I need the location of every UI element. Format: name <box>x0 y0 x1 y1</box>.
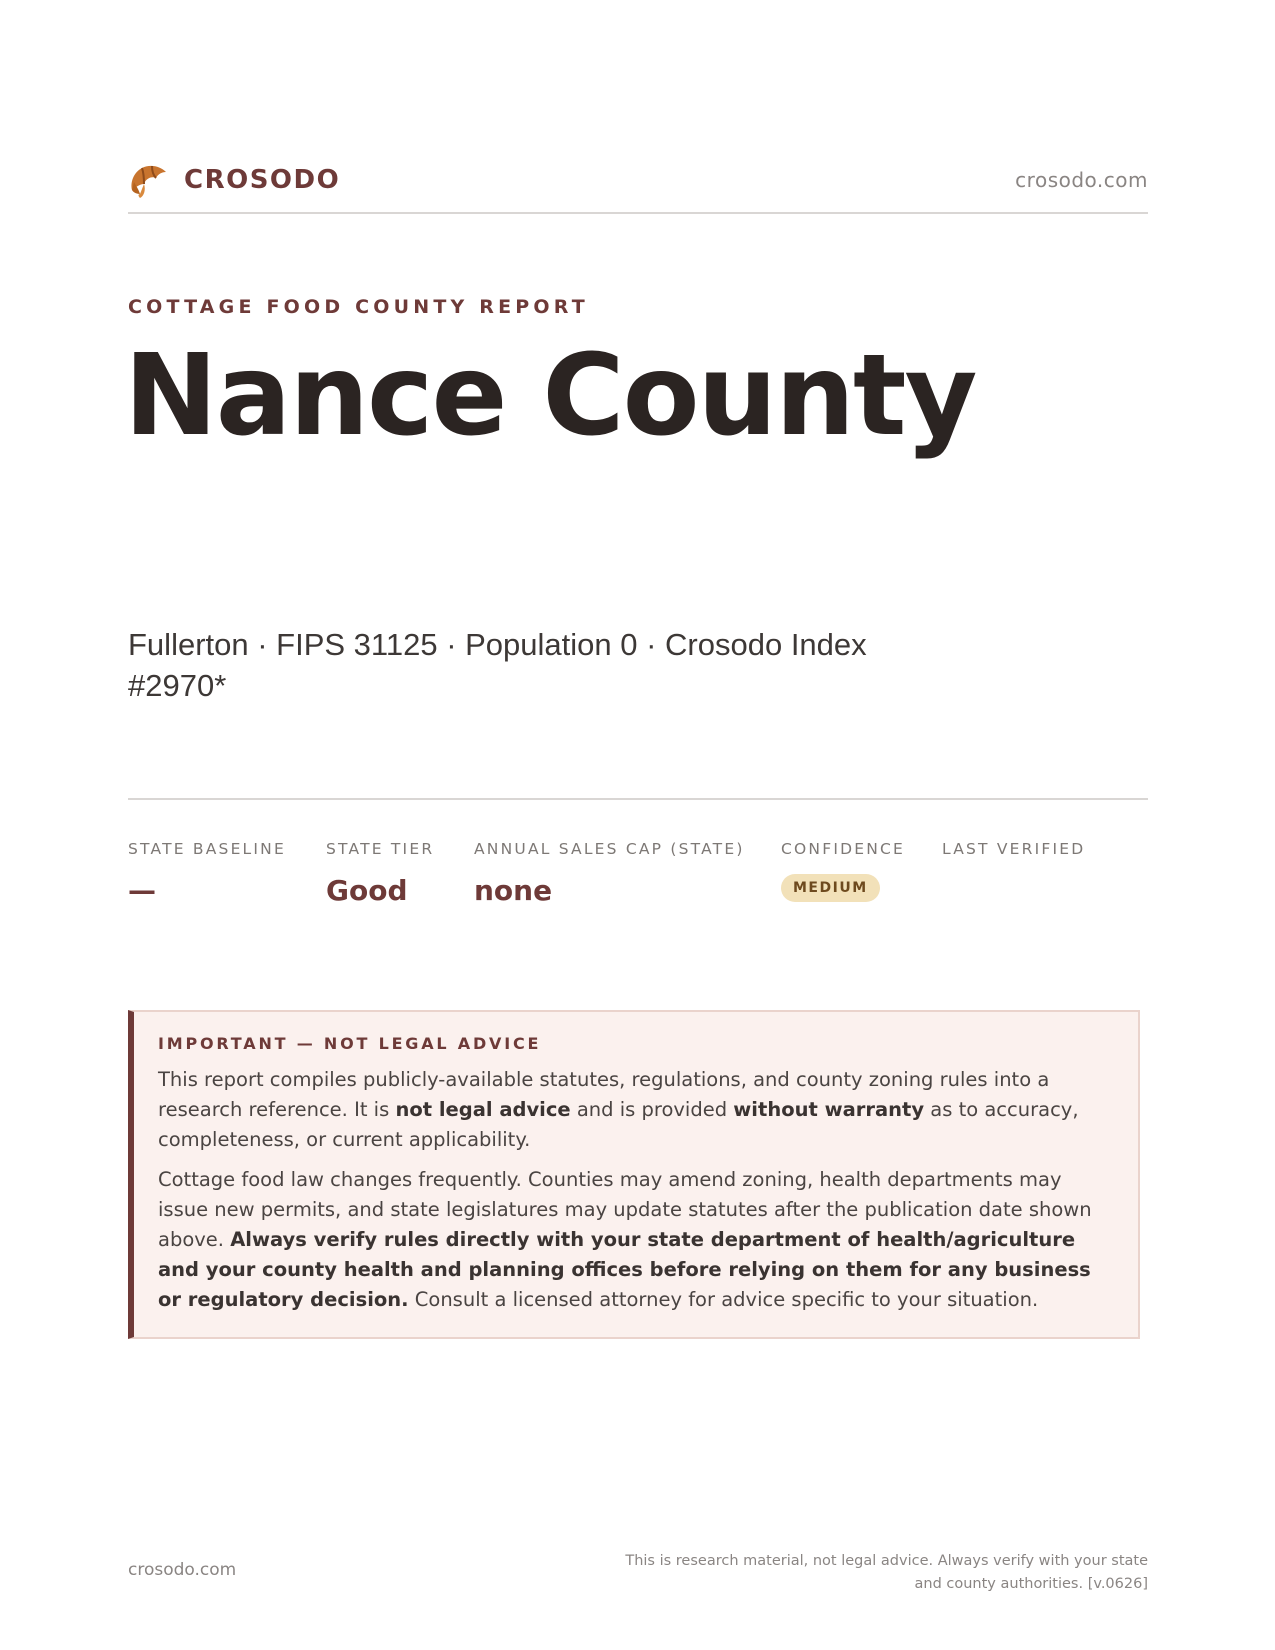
notice-title: IMPORTANT — NOT LEGAL ADVICE <box>158 1034 542 1053</box>
county-meta-line: Fullerton · FIPS 31125 · Population 0 · Crosodo Index #2970* <box>128 627 867 703</box>
notice-text: and is provided <box>570 1098 734 1121</box>
footer-site-url[interactable]: crosodo.com <box>128 1560 237 1580</box>
notice-text: This report compiles publicly-available statutes, regulations, and county zoning rules into a research reference. It is <box>158 1068 1050 1121</box>
notice-emphasis: Always verify rules directly with your state department of health/agriculture and your county health and planning offices before relying on them for any business or regulatory decision. <box>158 1228 1091 1311</box>
stat-last-verified <box>942 840 1085 874</box>
stat-confidence <box>781 840 905 902</box>
footer-disclaimer: This is research material, not legal advice. Always verify with your state and county authorities. [v.0626] <box>625 1553 1148 1592</box>
stat-value: none <box>474 874 553 907</box>
brand[interactable] <box>128 160 340 200</box>
stat-state-tier <box>326 840 434 907</box>
report-page <box>124 0 1148 1650</box>
stat-label: CONFIDENCE <box>781 840 906 858</box>
stat-value: Good <box>326 874 408 907</box>
notice-text: Cottage food law changes frequently. Counties may amend zoning, health departments may issue new permits, and state legislatures may update statutes after the publication date shown above. <box>158 1168 1092 1251</box>
report-eyebrow: COTTAGE FOOD COUNTY REPORT <box>128 296 589 318</box>
page-header <box>128 156 1148 214</box>
stat-state-baseline <box>128 840 286 907</box>
notice-emphasis: without warranty <box>733 1098 925 1121</box>
stat-label: STATE TIER <box>326 840 435 858</box>
notice-paragraph-2 <box>158 1165 1114 1315</box>
stat-label: ANNUAL SALES CAP (STATE) <box>474 840 745 858</box>
confidence-badge: MEDIUM <box>781 874 880 902</box>
stat-label: STATE BASELINE <box>128 840 286 858</box>
legal-notice <box>128 1010 1140 1339</box>
notice-text: Consult a licensed attorney for advice specific to your situation. <box>408 1288 1039 1311</box>
notice-paragraph-1 <box>158 1065 1114 1155</box>
stat-annual-sales-cap <box>474 840 745 907</box>
notice-text: as to accuracy, completeness, or current applicability. <box>158 1098 1079 1151</box>
stat-value: — <box>128 874 156 907</box>
croissant-icon <box>128 160 170 200</box>
stats-row <box>128 798 1148 907</box>
notice-emphasis: not legal advice <box>395 1098 571 1121</box>
brand-name: CROSODO <box>184 165 341 195</box>
header-site-url[interactable]: crosodo.com <box>1015 168 1148 192</box>
stat-label: LAST VERIFIED <box>942 840 1086 858</box>
county-title: Nance County <box>124 331 976 461</box>
